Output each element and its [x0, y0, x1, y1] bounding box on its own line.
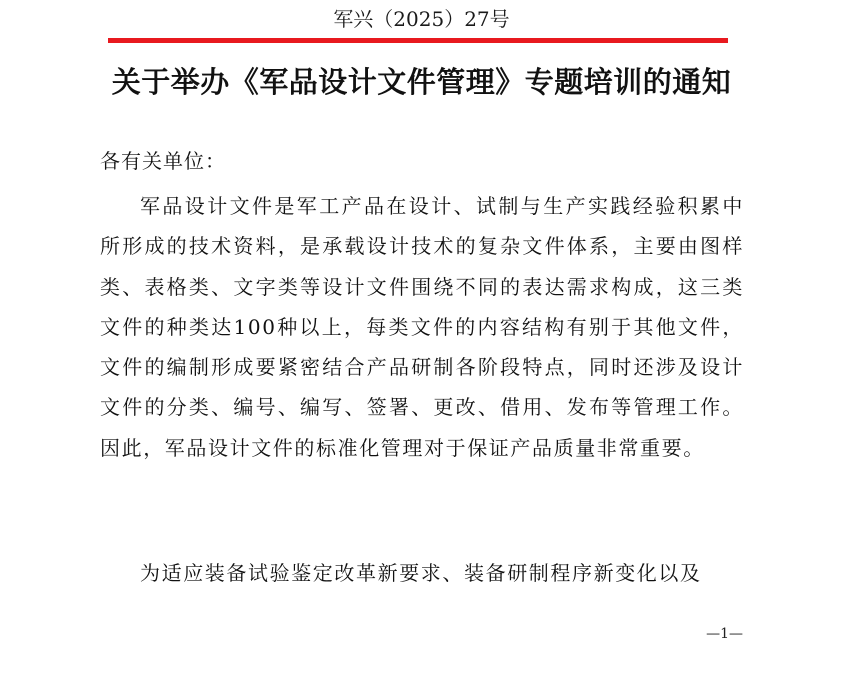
document-number: 军兴（2025）27号: [333, 7, 510, 31]
document-title: 关于举办《军品设计文件管理》专题培训的通知: [111, 65, 732, 99]
body-paragraph-1: 军品设计文件是军工产品在设计、试制与生产实践经验积累中所形成的技术资料，是承载设计技术的复杂文件体系，主要由图样类、表格类、文字类等设计文件围绕不同的表达需求构成，这三类文件的种类达100种以上，每类文件的内容结构有别于其他文件，文件的编制形成要紧密结合产品研制各阶段特点，同时还涉及设计文件的分类、编号、编写、签署、更改、借用、发布等管理工作。因此，军品设计文件的标准化管理对于保证产品质量非常重要。: [100, 194, 744, 460]
body-paragraph-2: 为适应装备试验鉴定改革新要求、装备研制程序新变化以及: [140, 561, 702, 585]
page-number: —1—: [706, 626, 743, 642]
salutation: 各有关单位：: [100, 149, 226, 173]
red-header-rule: [108, 38, 728, 43]
